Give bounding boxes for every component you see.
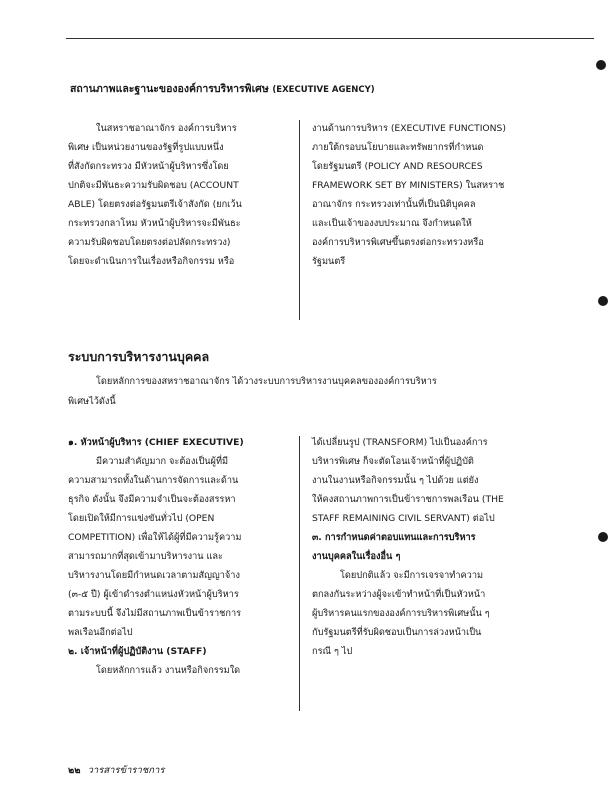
text-line: ธุรกิจ ดังนั้น จึงมีความจำเป็นจะต้องสรรหา: [68, 494, 236, 505]
text-line: พิเศษ เป็นหน่วยงานของรัฐที่รูปแบบหนึ่ง: [68, 142, 224, 153]
text-line: COMPETITION) เพื่อให้ได้ผู้ที่มีความรู้ความ: [68, 532, 242, 543]
text-line: อาณาจักร กระทรวงเท่านั้นที่เป็นนิติบุคคล: [312, 199, 476, 210]
text-line: องค์การบริหารพิเศษขึ้นตรงต่อกระทรวงหรือ: [312, 237, 484, 248]
column-divider-top: [299, 120, 300, 320]
text-line: ตามระบบนี้ จึงไม่มีสถานภาพเป็นข้าราชการ: [68, 608, 242, 619]
text-line: โดยเปิดให้มีการแข่งขันทั่วไป (OPEN: [68, 513, 215, 524]
subheading-compensation-cont: งานบุคคลในเรื่องอื่น ๆ: [312, 551, 401, 562]
column-divider-bottom: [299, 436, 300, 711]
text-line: พลเรือนอีกต่อไป: [68, 627, 133, 638]
page-footer: [68, 763, 164, 778]
text-line: กระทรวงกลาโหม หัวหน้าผู้บริหารจะมีพันธะ: [68, 218, 241, 229]
text-line: กับรัฐมนตรีที่รับผิดชอบเป็นการล่วงหน้าเป็น: [312, 627, 482, 638]
text-line: สามารถมากที่สุดเข้ามาบริหารงาน และ: [68, 551, 223, 562]
section-title: [70, 80, 375, 97]
section-title-thai: สถานภาพและฐานะขององค์การบริหารพิเศษ: [70, 83, 269, 95]
text-line: ปกติจะมีพันธะความรับผิดชอบ (ACCOUNT: [68, 180, 239, 191]
page-number: ๒๒: [68, 765, 81, 776]
binding-hole-middle: [598, 296, 608, 306]
text-line: กรณี ๆ ไป: [312, 646, 353, 657]
text-line: โดยจะดำเนินการในเรื่องหรือกิจกรรม หรือ: [68, 256, 235, 267]
text-line: ได้เปลี่ยนรูป (TRANSFORM) ไปเป็นองค์การ: [312, 437, 488, 448]
text-line: ให้คงสถานภาพการเป็นข้าราชการพลเรือน (THE: [312, 494, 504, 505]
text-line: ABLE) โดยตรงต่อรัฐมนตรีเจ้าสังกัด (ยกเว้น: [68, 199, 242, 210]
text-line: ความสามารถทั้งในด้านการจัดการและด้าน: [68, 475, 239, 486]
journal-name: วารสารข้าราชการ: [87, 765, 165, 776]
text-line: งานด้านการบริหาร (EXECUTIVE FUNCTIONS): [312, 123, 506, 134]
subheading-staff: ๒. เจ้าหน้าที่ผู้ปฏิบัติงาน (STAFF): [68, 646, 207, 657]
text-line: FRAMEWORK SET BY MINISTERS) ในสหราช: [312, 180, 505, 191]
text-line: และเป็นเจ้าของงบประมาณ จึงกำหนดให้: [312, 218, 472, 229]
text-line: มีความสำคัญมาก จะต้องเป็นผู้ที่มี: [96, 456, 229, 467]
binding-hole-bottom: [598, 532, 608, 542]
text-line: STAFF REMAINING CIVIL SERVANT) ต่อไป: [312, 513, 495, 524]
text-line: โดยหลักการของสหราชอาณาจักร ได้วางระบบการบริหารงานบุคคลขององค์การบริหาร: [96, 376, 437, 387]
top-right-column: [312, 119, 506, 271]
text-line: ที่สังกัดกระทรวง มีหัวหน้าผู้บริหารซึ่งโดย: [68, 161, 229, 172]
text-line: ภายใต้กรอบนโยบายและทรัพยากรที่กำหนด: [312, 142, 484, 153]
subheading-compensation: ๓. การกำหนดค่าตอบแทนและการบริหาร: [312, 532, 476, 543]
top-rule: [66, 38, 594, 39]
text-line: บริหารพิเศษ ก็จะตัดโอนเจ้าหน้าที่ผู้ปฏิบัติ: [312, 456, 474, 467]
text-line: โดยรัฐมนตรี (POLICY AND RESOURCES: [312, 161, 483, 172]
text-line: ความรับผิดชอบโดยตรงต่อปลัดกระทรวง): [68, 237, 231, 248]
bottom-left-column: [68, 433, 244, 680]
text-line: ตกลงกันระหว่างผู้จะเข้าทำหน้าที่เป็นหัวหน้า: [312, 589, 486, 600]
hr-section-title: ระบบการบริหารงานบุคคล: [68, 349, 210, 364]
text-line: พิเศษไว้ดังนี้: [68, 396, 116, 407]
text-line: ในสหราชอาณาจักร องค์การบริหาร: [96, 123, 237, 134]
binding-hole-top: [596, 60, 606, 70]
text-line: รัฐมนตรี: [312, 256, 346, 267]
section-title-english: (EXECUTIVE AGENCY): [272, 85, 375, 95]
subheading-chief-executive: ๑. หัวหน้าผู้บริหาร (CHIEF EXECUTIVE): [68, 437, 244, 448]
text-line: โดยปกติแล้ว จะมีการเจรจาทำความ: [340, 570, 484, 581]
text-line: งานในงานหรือกิจกรรมนั้น ๆ ไปด้วย แต่ยัง: [312, 475, 479, 486]
text-line: ผู้บริหารคนแรกขององค์การบริหารพิเศษนั้น ๆ: [312, 608, 490, 619]
text-line: บริหารงานโดยมีกำหนดเวลาตามสัญญาจ้าง: [68, 570, 240, 581]
text-line: โดยหลักการแล้ว งานหรือกิจกรรมใด: [96, 665, 241, 676]
text-line: (๓-๕ ปี) ผู้เข้าดำรงตำแหน่งหัวหน้าผู้บริหาร: [68, 589, 239, 600]
hr-intro: [68, 372, 437, 412]
top-left-column: [68, 119, 242, 271]
bottom-right-column: [312, 433, 504, 661]
